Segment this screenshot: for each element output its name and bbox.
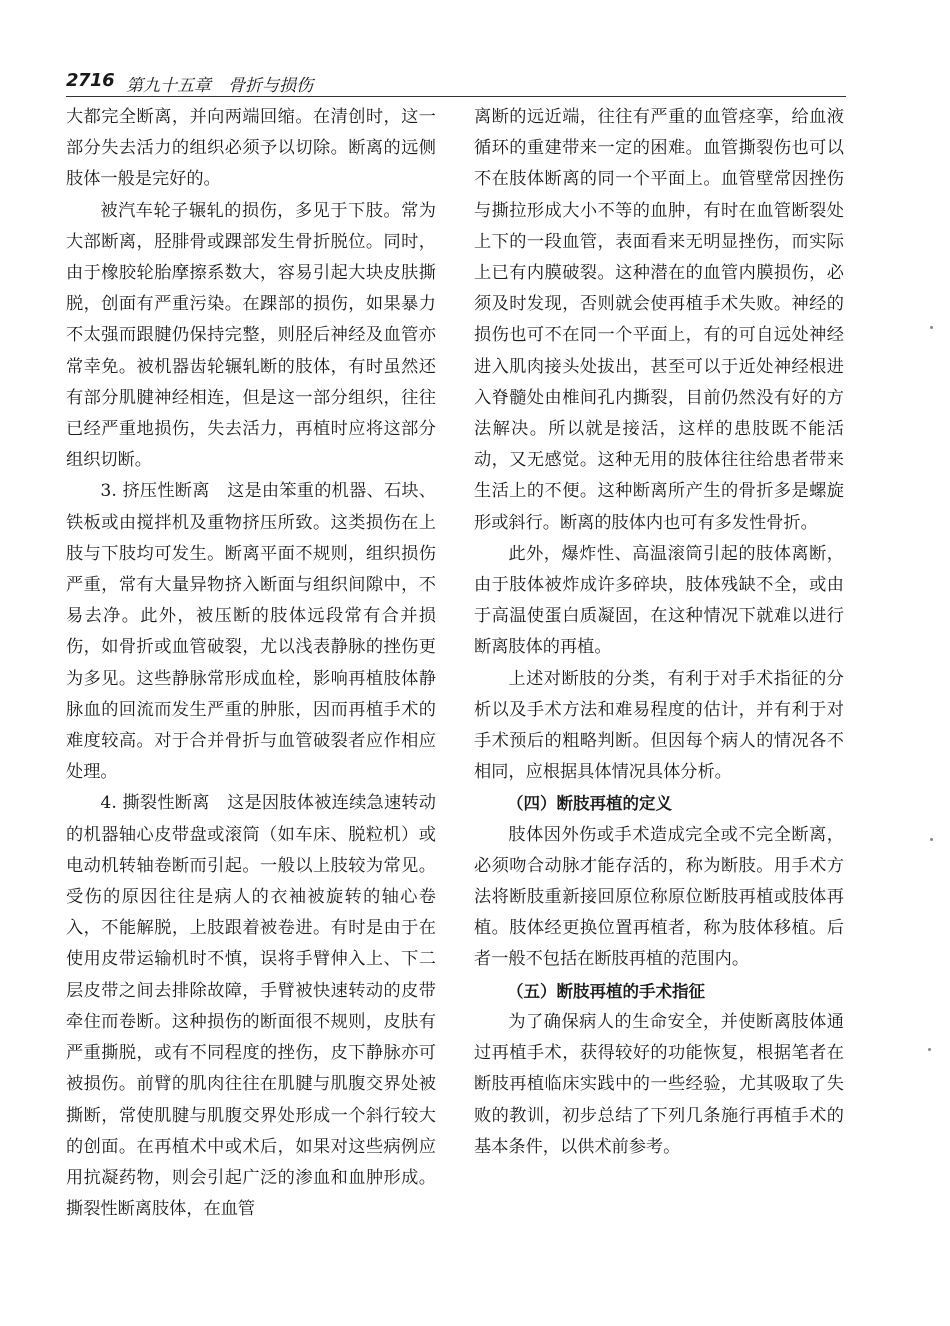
paragraph: 4. 撕裂性断离 这是因肢体被连续急速转动的机器轴心皮带盘或滚筒（如车床、脱粒机）或电动机转轴卷断而引起。一般以上肢较为常见。受伤的原因往往是病人的衣袖被旋转的轴心卷入，不能解脱，上肢跟着被卷进。有时是由于在使用皮带运输机时不慎，误将手臂伸入上、下二层皮带之间去排除故障，手臂被快速转动的皮带牵住而卷断。这种损伤的断面很不规则，皮肤有严重撕脱，或有不同程度的挫伤，皮下静脉亦可被损伤。前臂的肌肉往往在肌腱与肌腹交界处被撕断，常使肌腱与肌腹交界处形成一个斜行较大的创面。在再植术中或术后，如果对这些病例应用抗凝药物，则会引起广泛的渗血和血肿形成。撕裂性断离肢体，在血管 xyxy=(66,793,436,1220)
paragraph: 此外，爆炸性、高温滚筒引起的肢体离断，由于肢体被炸成许多碎块，肢体残缺不全，或由于高温使蛋白质凝固，在这种情况下就难以进行断离肢体的再植。 xyxy=(474,543,844,658)
paragraph: 离断的远近端，往往有严重的血管痉挛，给血液循环的重建带来一定的困难。血管撕裂伤也可以不在肢体断离的同一个平面上。血管壁常因挫伤与撕拉形成大小不等的血肿，有时在血管断裂处上下的一段血管，表面看来无明显挫伤，而实际上已有内膜破裂。这种潜在的血管内膜损伤，必须及时发现，否则就会使再植手术失败。神经的损伤也可不在同一个平面上，有的可自远处神经进入肌肉接头处拔出，甚至可以于近处神经根进入脊髓处由椎间孔内撕裂，目前仍然没有好的方法解决。所以就是接活，这样的患肢既不能活动，又无感觉。这种无用的肢体往往给患者带来生活上的不便。这种断离所产生的骨折多是螺旋形或斜行。断离的肢体内也可有多发性骨折。 xyxy=(474,107,844,533)
paragraph: 肢体因外伤或手术造成完全或不完全断离，必须吻合动脉才能存活的，称为断肢。用手术方法将断肢重新接回原位称原位断肢再植或肢体再植。肢体经更换位置再植者，称为肢体移植。后者一般不包括在断肢再植的范围内。 xyxy=(474,824,844,970)
chapter-title: 第九十五章 骨折与损伤 xyxy=(126,76,313,96)
paragraph: 为了确保病人的生命安全，并使断离肢体通过再植手术，获得较好的功能恢复，根据笔者在断肢再植临床实践中的一些经验，尤其吸取了失败的教训，初步总结了下列几条施行再植手术的基本条件，以供术前参考。 xyxy=(474,1011,844,1157)
paragraph: 3. 挤压性断离 这是由笨重的机器、石块、铁板或由搅拌机及重物挤压所致。这类损伤在上肢与下肢均可发生。断离平面不规则，组织损伤严重，常有大量异物挤入断面与组织间隙中，不易去净。此外，被压断的肢体远段常有合并损伤，如骨折或血管破裂，尤以浅表静脉的挫伤更为多见。这些静脉常形成血栓，影响再植肢体静脉血的回流而发生严重的肿胀，因而再植手术的难度较高。对于合并骨折与血管破裂者应作相应处理。 xyxy=(66,481,436,783)
scan-speck xyxy=(930,326,933,329)
paragraph: 上述对断肢的分类，有利于对手术指征的分析以及手术方法和难易程度的估计，并有利于对手术预后的粗略判断。但因每个病人的情况各不相同，应根据具体情况具体分析。 xyxy=(474,668,844,783)
running-header xyxy=(66,68,846,98)
paragraph: 大都完全断离，并向两端回缩。在清创时，这一部分失去活力的组织必须予以切除。断离的远侧肢体一般是完好的。 xyxy=(66,107,436,190)
paragraph: 被汽车轮子辗轧的损伤，多见于下肢。常为大部断离，胫腓骨或踝部发生骨折脱位。同时，由于橡胶轮胎摩擦系数大，容易引起大块皮肤撕脱，创面有严重污染。在踝部的损伤，如果暴力不太强而跟腱仍保持完整，则胫后神经及血管亦常幸免。被机器齿轮辗轧断的肢体，有时虽然还有部分肌腱神经相连，但是这一部分组织，往往已经严重地损伤，失去活力，再植时应将这部分组织切断。 xyxy=(66,200,436,471)
left-column xyxy=(66,102,436,1225)
page-number: 2716 xyxy=(66,70,115,91)
section-heading: （五）断肢再植的手术指征 xyxy=(507,981,705,1001)
right-column xyxy=(474,102,844,1163)
scan-speck xyxy=(928,1048,931,1051)
scan-speck xyxy=(930,838,933,841)
header-rule xyxy=(66,96,846,97)
section-heading: （四）断肢再植的定义 xyxy=(507,794,672,814)
